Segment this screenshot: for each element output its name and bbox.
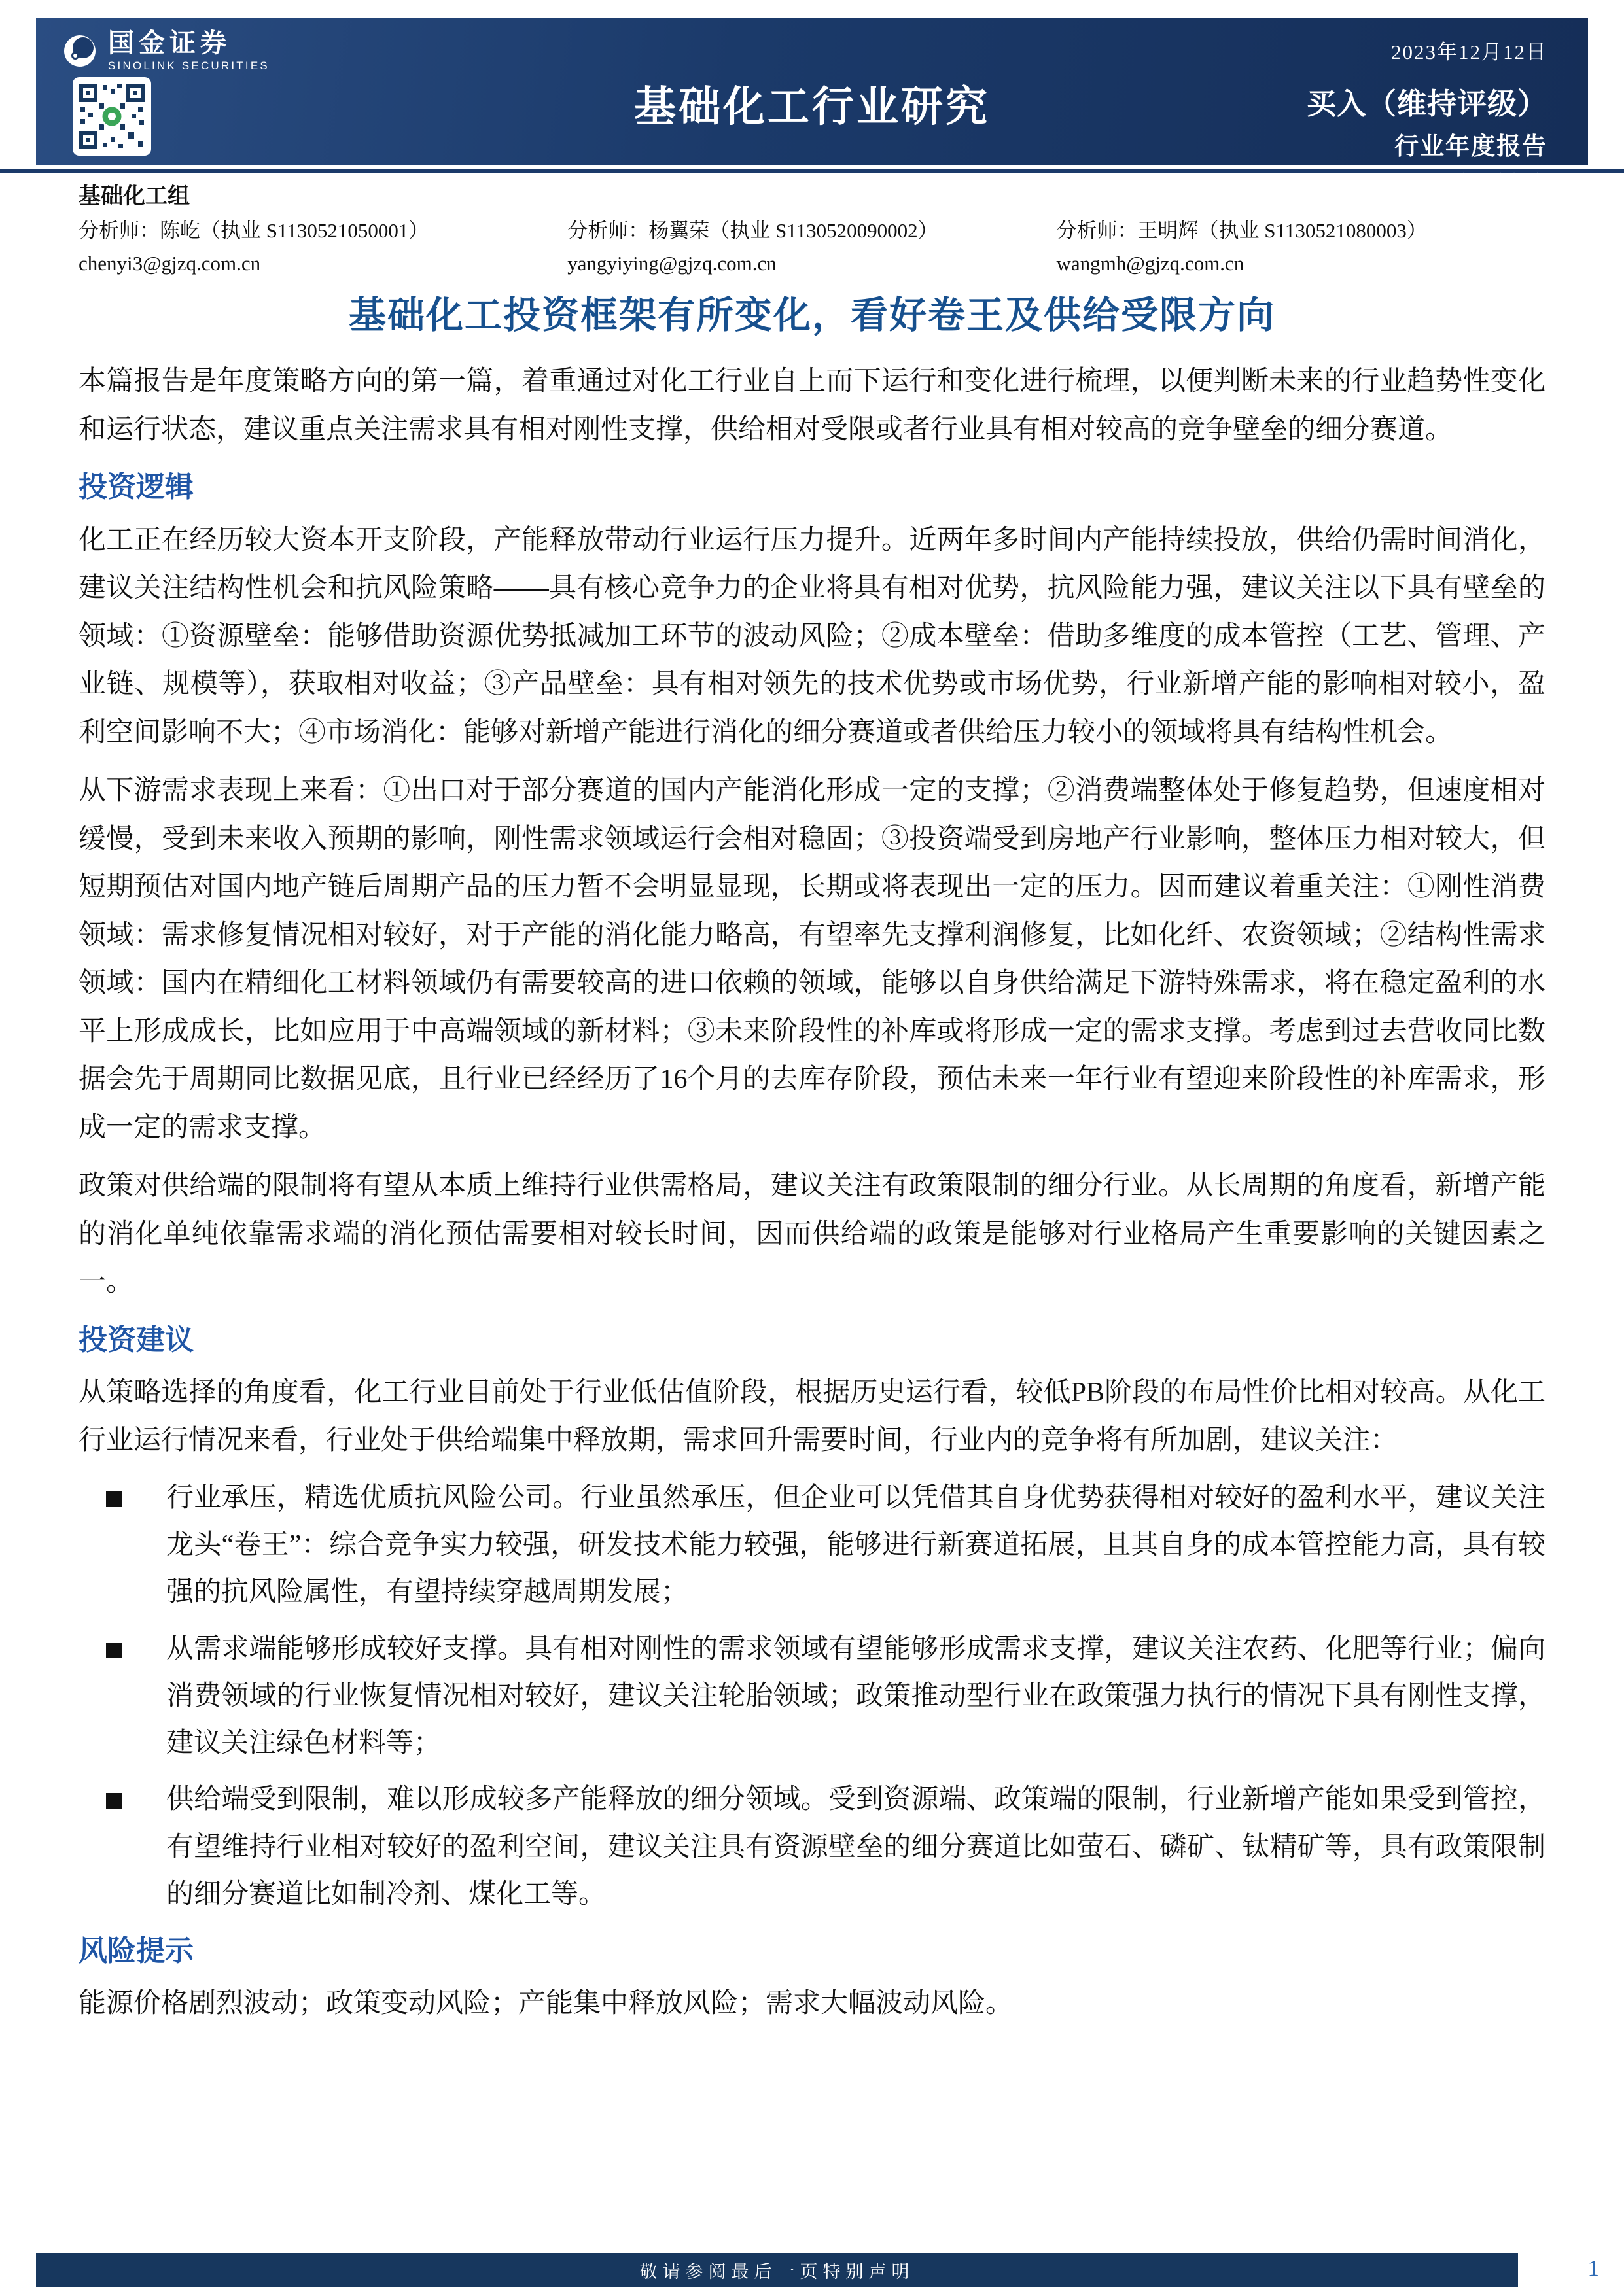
report-category-label: 证券研究报告 <box>1437 172 1547 191</box>
report-intro-paragraph: 本篇报告是年度策略方向的第一篇，着重通过对化工行业自上而下运行和变化进行梳理，以便判断未来的行业趋势性变化和运行状态，建议重点关注需求具有相对刚性支撑，供给相对受限或者行业具有相对较高的竞争壁垒的细分赛道。 <box>79 366 1545 445</box>
brand <box>62 29 270 73</box>
analyst-card <box>1057 218 1545 277</box>
section-heading-investment-logic: 投资逻辑 <box>79 471 194 504</box>
analyst-name: 分析师：王明辉（执业 S1130521080003） <box>1056 218 1427 242</box>
body-paragraph: 能源价格剧烈波动；政策变动风险；产能集中释放风险；需求大幅波动风险。 <box>79 1989 1014 2019</box>
section-heading-risk-warning: 风险提示 <box>79 1934 194 1967</box>
report-header-banner <box>36 18 1588 191</box>
list-item <box>79 1626 1545 1767</box>
analyst-email-link[interactable]: chenyi3@gjzq.com.cn <box>79 251 261 275</box>
page-content <box>0 173 1624 2028</box>
analyst-row <box>79 218 1545 277</box>
banner-right-block <box>1307 80 1547 192</box>
analyst-section <box>79 183 1545 277</box>
list-item <box>79 1474 1545 1616</box>
report-date: 2023年12月12日 <box>1391 41 1547 63</box>
banner-title: 基础化工行业研究 <box>634 84 990 130</box>
brand-name-en: SINOLINK SECURITIES <box>108 60 270 72</box>
bullet-text: 从需求端能够形成较好支撑。具有相对刚性的需求领域有望能够形成需求支撑，建议关注农药、化肥等行业；偏向消费领域的行业恢复情况相对较好，建议关注轮胎领域；政策推动型行业在政策强力执行的情况下具有刚性支撑，建议关注绿色材料等； <box>166 1633 1545 1759</box>
report-main-title: 基础化工投资框架有所变化，看好卷王及供给受限方向 <box>349 295 1275 337</box>
bullet-square-icon <box>106 1793 122 1809</box>
section-heading-investment-advice: 投资建议 <box>79 1323 194 1356</box>
sinolink-logo-icon <box>62 33 97 69</box>
analyst-name: 分析师：杨翼荣（执业 S1130520090002） <box>567 218 938 242</box>
bullet-square-icon <box>106 1491 122 1507</box>
analyst-name: 分析师：陈屹（执业 S1130521050001） <box>79 218 429 242</box>
analyst-card <box>79 218 567 277</box>
bullet-square-icon <box>106 1643 122 1658</box>
bullet-text: 供给端受到限制，难以形成较多产能释放的细分领域。受到资源端、政策端的限制，行业新增产能如果受到管控，有望维持行业相对较好的盈利空间，建议关注具有资源壁垒的细分赛道比如萤石、磷矿、钛精矿等，具有政策限制的细分赛道比如制冷剂、煤化工等。 <box>166 1784 1545 1909</box>
body-paragraph: 化工正在经历较大资本开支阶段，产能释放带动行业运行压力提升。近两年多时间内产能持续投放，供给仍需时间消化，建议关注结构性机会和抗风险策略——具有核心竞争力的企业将具有相对优势，抗风险能力强，建议关注以下具有壁垒的领域：①资源壁垒：能够借助资源优势抵减加工环节的波动风险；②成本壁垒：借助多维度的成本管控（工艺、管理、产业链、规模等），获取相对收益；③产品壁垒：具有相对领先的技术优势或市场优势，行业新增产能的影响相对较小，盈利空间影响不大；④市场消化：能够对新增产能进行消化的细分赛道或者供给压力较小的领域将具有结构性机会。 <box>79 525 1545 748</box>
report-type-label: 行业年度报告 <box>1394 133 1547 160</box>
brand-name-cn: 国金证券 <box>108 28 231 58</box>
page-number: 1 <box>1587 2255 1599 2281</box>
body-paragraph: 从下游需求表现上来看：①出口对于部分赛道的国内产能消化形成一定的支撑；②消费端整体处于修复趋势，但速度相对缓慢，受到未来收入预期的影响，刚性需求领域运行会相对稳固；③投资端受到房地产行业影响，整体压力相对较大，但短期预估对国内地产链后周期产品的压力暂不会明显显现，长期或将表现出一定的压力。因而建议着重关注：①刚性消费领域：需求修复情况相对较好，对于产能的消化能力略高，有望率先支撑利润修复，比如化纤、农资领域；②结构性需求领域：国内在精细化工材料领域仍有需要较高的进口依赖的领域，能够以自身供给满足下游特殊需求，将在稳定盈利的水平上形成成长，比如应用于中高端领域的新材料；③未来阶段性的补库或将形成一定的需求支撑。考虑到过去营收同比数据会先于周期同比数据见底，且行业已经经历了16个月的去库存阶段，预估未来一年行业有望迎来阶段性的补库需求，形成一定的需求支撑。 <box>79 776 1545 1143</box>
analyst-email-link[interactable]: wangmh@gjzq.com.cn <box>1056 251 1244 275</box>
analyst-group-name: 基础化工组 <box>79 184 190 209</box>
body-paragraph: 政策对供给端的限制将有望从本质上维持行业供需格局，建议关注有政策限制的细分行业。从长周期的角度看，新增产能的消化单纯依靠需求端的消化预估需要相对较长时间，因而供给端的政策是能够对行业格局产生重要影响的关键因素之一。 <box>79 1171 1545 1298</box>
footer-disclaimer-text: 敬请参阅最后一页特别声明 <box>639 2261 915 2282</box>
body-paragraph: 从策略选择的角度看，化工行业目前处于行业低估值阶段，根据历史运行看，较低PB阶段的布局性价比相对较高。从化工行业运行情况来看，行业处于供给端集中释放期，需求回升需要时间，行业内的竞争将有所加剧，建议关注： <box>79 1377 1545 1456</box>
footer-disclaimer-bar <box>36 2253 1518 2287</box>
analyst-email-link[interactable]: yangyiying@gjzq.com.cn <box>567 251 777 275</box>
rating-badge: 买入（维持评级） <box>1306 88 1547 120</box>
bullet-text: 行业承压，精选优质抗风险公司。行业虽然承压，但企业可以凭借其自身优势获得相对较好的盈利水平，建议关注龙头“卷王”：综合竞争实力较强，研发技术能力较强，能够进行新赛道拓展，且其自身的成本管控能力高，具有较强的抗风险属性，有望持续穿越周期发展； <box>166 1482 1545 1608</box>
analyst-card <box>567 218 1056 277</box>
brand-text <box>108 29 270 73</box>
list-item <box>79 1776 1545 1918</box>
